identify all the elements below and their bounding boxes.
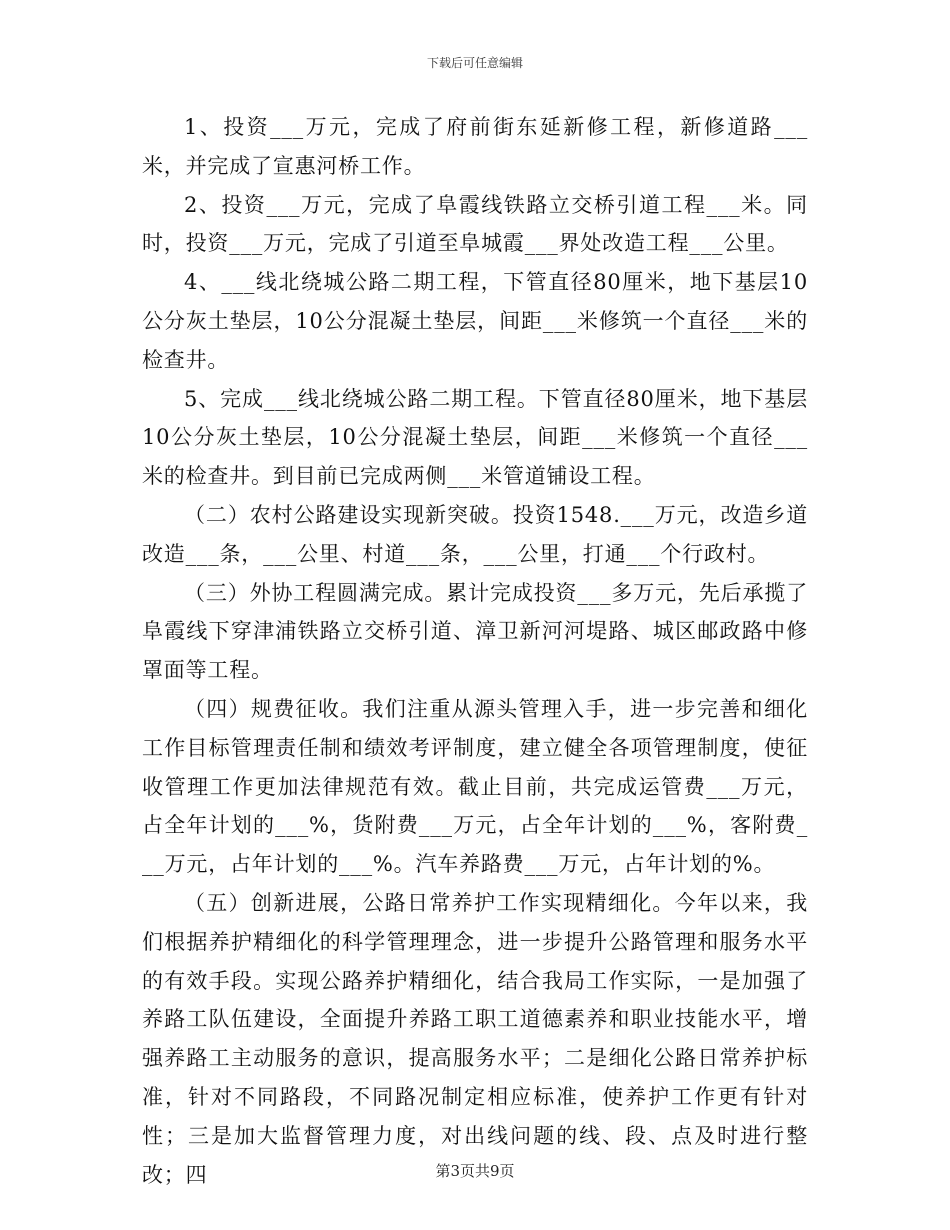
paragraph-maintenance: （五）创新进展，公路日常养护工作实现精细化。今年以来，我们根据养护精细化的科学管理理念，进一步提升公路管理和服务水平的有效手段。实现公路养护精细化，结合我局工作实际，一是加强了养路工队伍建设，全面提升养路工职工道德素养和职业技能水平，增强养路工主动服务的意识，提高服务水平；二是细化公路日常养护标准，针对不同路段，不同路况制定相应标准，使养护工作更有针对性；三是加大监督管理力度，对出线问题的线、段、点及时进行整改；四 (142, 890, 808, 1187)
document-body (142, 108, 808, 1194)
paragraph-1: 1、投资___万元，完成了府前街东延新修工程，新修道路___米，并完成了宣惠河桥工作。 (142, 115, 808, 178)
page-number: 第3页共9页 (435, 1162, 515, 1180)
paragraph-external-projects: （三）外协工程圆满完成。累计完成投资___多万元，先后承揽了阜霞线下穿津浦铁路立交桥引道、漳卫新河河堤路、城区邮政路中修罩面等工程。 (142, 580, 808, 683)
paragraph-2: 2、投资___万元，完成了阜霞线铁路立交桥引道工程___米。同时，投资___万元，完成了引道至阜城霞___界处改造工程___公里。 (142, 192, 808, 256)
paragraph-rural-roads: （二）农村公路建设实现新突破。投资1548.___万元，改造乡道改造___条，___公里、村道___条，___公里，打通___个行政村。 (142, 502, 808, 566)
paragraph-4: 4、___线北绕城公路二期工程，下管直径80厘米，地下基层10公分灰土垫层，10公分混凝土垫层，间距___米修筑一个直径___米的检查井。 (142, 270, 808, 372)
paragraph-fee-collection: （四）规费征收。我们注重从源头管理入手，进一步完善和细化工作目标管理责任制和绩效考评制度，建立健全各项管理制度，使征收管理工作更加法律规范有效。截止目前，共完成运管费___万元，占全年计划的___%，货附费___万元，占全年计划的___%，客附费___万元，占年计划的___%。汽车养路费___万元，占年计划的%。 (142, 696, 808, 877)
page-header: 下载后可任意编辑 (426, 56, 523, 70)
paragraph-5: 5、完成___线北绕城公路二期工程。下管直径80厘米，地下基层10公分灰土垫层，10公分混凝土垫层，间距___米修筑一个直径___米的检查井。到目前已完成两侧___米管道铺设工程。 (142, 386, 808, 489)
